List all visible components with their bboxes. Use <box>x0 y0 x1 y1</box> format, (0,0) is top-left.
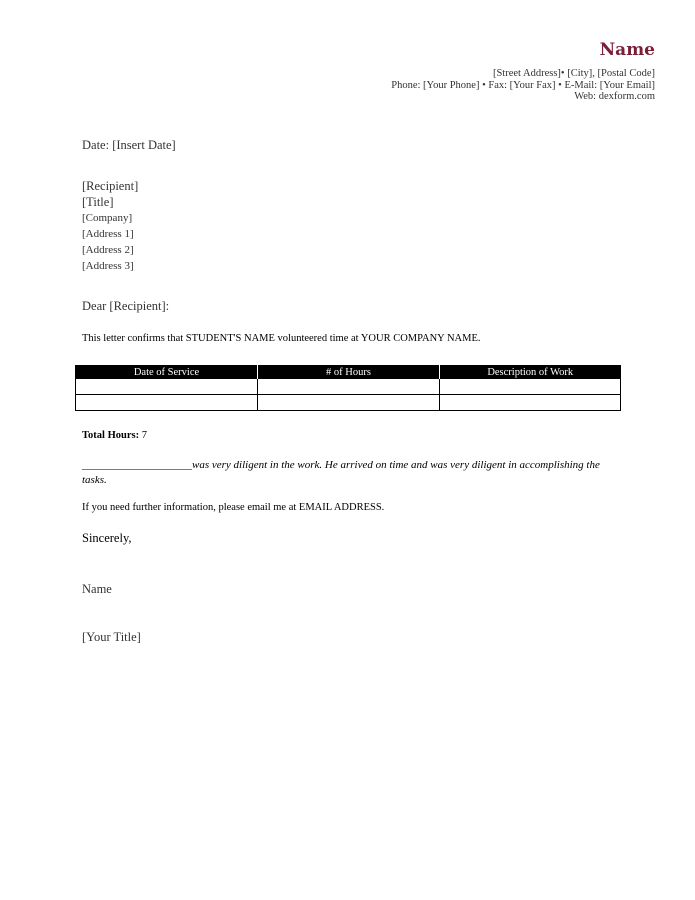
diligence-text: was very diligent in the work. He arrived on time and was very diligent in accomplishing the tasks. <box>82 459 600 486</box>
recipient-title: [Title] <box>82 195 114 209</box>
table-cell[interactable] <box>440 395 621 411</box>
confirm-paragraph: This letter confirms that STUDENT'S NAME volunteered time at YOUR COMPANY NAME. <box>82 333 481 344</box>
sender-contact: Phone: [Your Phone] • Fax: [Your Fax] • E-Mail: [Your Email] <box>391 79 655 91</box>
table-cell[interactable] <box>258 395 440 411</box>
letter-date: Date: [Insert Date] <box>82 138 176 152</box>
recipient-block <box>82 178 138 274</box>
table-cell[interactable] <box>76 379 258 395</box>
table-row <box>76 395 621 411</box>
total-hours-label: Total Hours: <box>82 430 140 441</box>
sender-contact-block <box>391 68 655 103</box>
table-row <box>76 379 621 395</box>
recipient-address-1: [Address 1] <box>82 228 134 240</box>
service-table <box>75 365 621 411</box>
col-hours: # of Hours <box>258 365 440 379</box>
total-hours-value: 7 <box>141 430 147 441</box>
recipient-company: [Company] <box>82 212 133 224</box>
signature-title: [Your Title] <box>82 630 141 644</box>
sender-web: Web: dexform.com <box>574 91 655 102</box>
total-hours <box>82 430 147 441</box>
sender-address: [Street Address]• [City], [Postal Code] <box>492 68 655 79</box>
diligence-paragraph <box>82 458 622 488</box>
closing: Sincerely, <box>82 531 132 545</box>
table-cell[interactable] <box>258 379 440 395</box>
col-description: Description of Work <box>440 365 621 379</box>
further-info-paragraph: If you need further information, please email me at EMAIL ADDRESS. <box>82 502 385 513</box>
recipient-address-2: [Address 2] <box>82 244 134 256</box>
table-cell[interactable] <box>76 395 258 411</box>
name-blank: ____________________ <box>82 459 192 471</box>
sender-name: Name <box>599 40 655 60</box>
salutation: Dear [Recipient]: <box>82 299 170 313</box>
signature-name: Name <box>82 582 112 596</box>
table-header-row <box>76 365 621 379</box>
table-cell[interactable] <box>440 379 621 395</box>
col-date-of-service: Date of Service <box>76 365 258 379</box>
recipient-name: [Recipient] <box>82 179 139 193</box>
recipient-address-3: [Address 3] <box>82 260 134 272</box>
